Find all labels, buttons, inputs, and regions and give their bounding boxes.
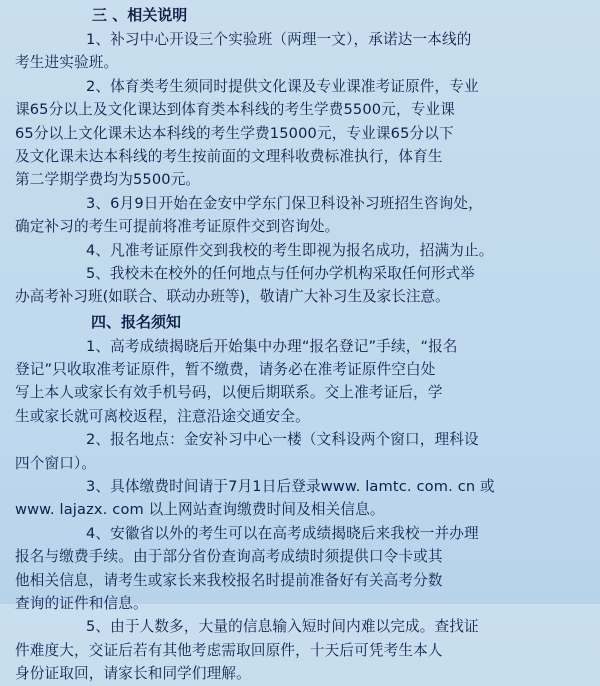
section-heading-related-notes: 三 、相关说明	[92, 6, 188, 24]
paragraph-4-4	[15, 522, 586, 616]
paragraph-line: 生或家长就可离校返程，注意沿途交通安全。	[15, 407, 310, 425]
paragraph-line: 写上本人或家长有效手机号码，以便后期联系。交上准考证后，学	[15, 384, 443, 402]
paragraph-line: 件难度大，交证后若有其他考虑需取回原件，十天后可凭考生本人	[15, 641, 443, 659]
paragraph-line: 4、安徽省以外的考生可以在高考成绩揭晓后来我校一并办理	[86, 524, 479, 542]
section-heading-registration-notice: 四、报名须知	[91, 312, 182, 331]
paragraph-line: 办高考补习班(如联合、联动办班等)，敬请广大补习生及家长注意。	[15, 288, 450, 306]
paragraph-line: 查询的证件和信息。	[15, 594, 148, 612]
paragraph-line: 3、具体缴费时间请于7月1日后登录www. lamtc. com. cn 或	[86, 478, 495, 496]
paragraph-line: 5、由于人数多，大量的信息输入短时间内难以完成。查找证	[86, 618, 479, 636]
paragraph-line: 四个窗口）。	[15, 454, 97, 472]
paragraph-line: 3、6月9日开始在金安中学东门保卫科设补习班招生咨询处，	[86, 194, 483, 212]
paragraph-line: www. lajazx. com 以上网站查询缴费时间及相关信息。	[15, 501, 385, 519]
paragraph-line: 1、补习中心开设三个实验班（两理一文），承诺达一本线的	[86, 31, 472, 48]
paragraph-line: 4、凡准考证原件交到我校的考生即视为报名成功，招满为止。	[86, 241, 494, 259]
paragraph-3-5	[15, 262, 586, 309]
paragraph-4-3	[15, 475, 586, 522]
paragraph-line: 2、报名地点：金安补习中心一楼（文科设两个窗口，理科设	[86, 431, 479, 449]
paragraph-line: 登记”只收取准考证原件，暂不缴费，请务必在准考证原件空白处	[15, 361, 436, 379]
paragraph-4-5	[15, 615, 586, 685]
paragraph-3-2	[15, 75, 586, 192]
paragraph-line: 考生进实验班。	[15, 54, 119, 72]
paragraph-3-3	[15, 192, 586, 239]
paragraph-line: 65分以上文化课未达本科线的考生学费15000元，专业课65分以下	[15, 124, 454, 142]
paragraph-3-1	[15, 28, 586, 75]
paragraph-line: 1、高考成绩揭晓后开始集中办理“报名登记”手续，“报名	[86, 337, 458, 355]
paragraph-line: 他相关信息，请考生或家长来我校报名时提前准备好有关高考分数	[15, 571, 443, 589]
paragraph-4-2	[15, 428, 586, 475]
paragraph-line: 及文化课未达本科线的考生按前面的文理科收费标准执行，体育生	[15, 147, 443, 165]
paragraph-line: 身份证取回，请家长和同学们理解。	[15, 665, 251, 683]
paragraph-line: 第二学期学费均为5500元。	[15, 171, 201, 189]
paragraph-line: 报名与缴费手续。由于部分省份查询高考成绩时须提供口令卡或其	[15, 548, 443, 566]
paragraph-line: 2、体育类考生须同时提供文化课及专业课准考证原件，专业	[86, 77, 479, 95]
paragraph-line: 确定补习的考生可提前将准考证原件交到咨询处。	[15, 218, 340, 236]
paragraph-line: 5、我校未在校外的任何地点与任何办学机构采取任何形式举	[86, 264, 475, 282]
paragraph-line: 课65分以上及文化课达到体育类本科线的考生学费5500元，专业课	[15, 101, 455, 119]
paragraph-4-1	[15, 335, 586, 429]
paragraph-3-4	[15, 239, 586, 262]
